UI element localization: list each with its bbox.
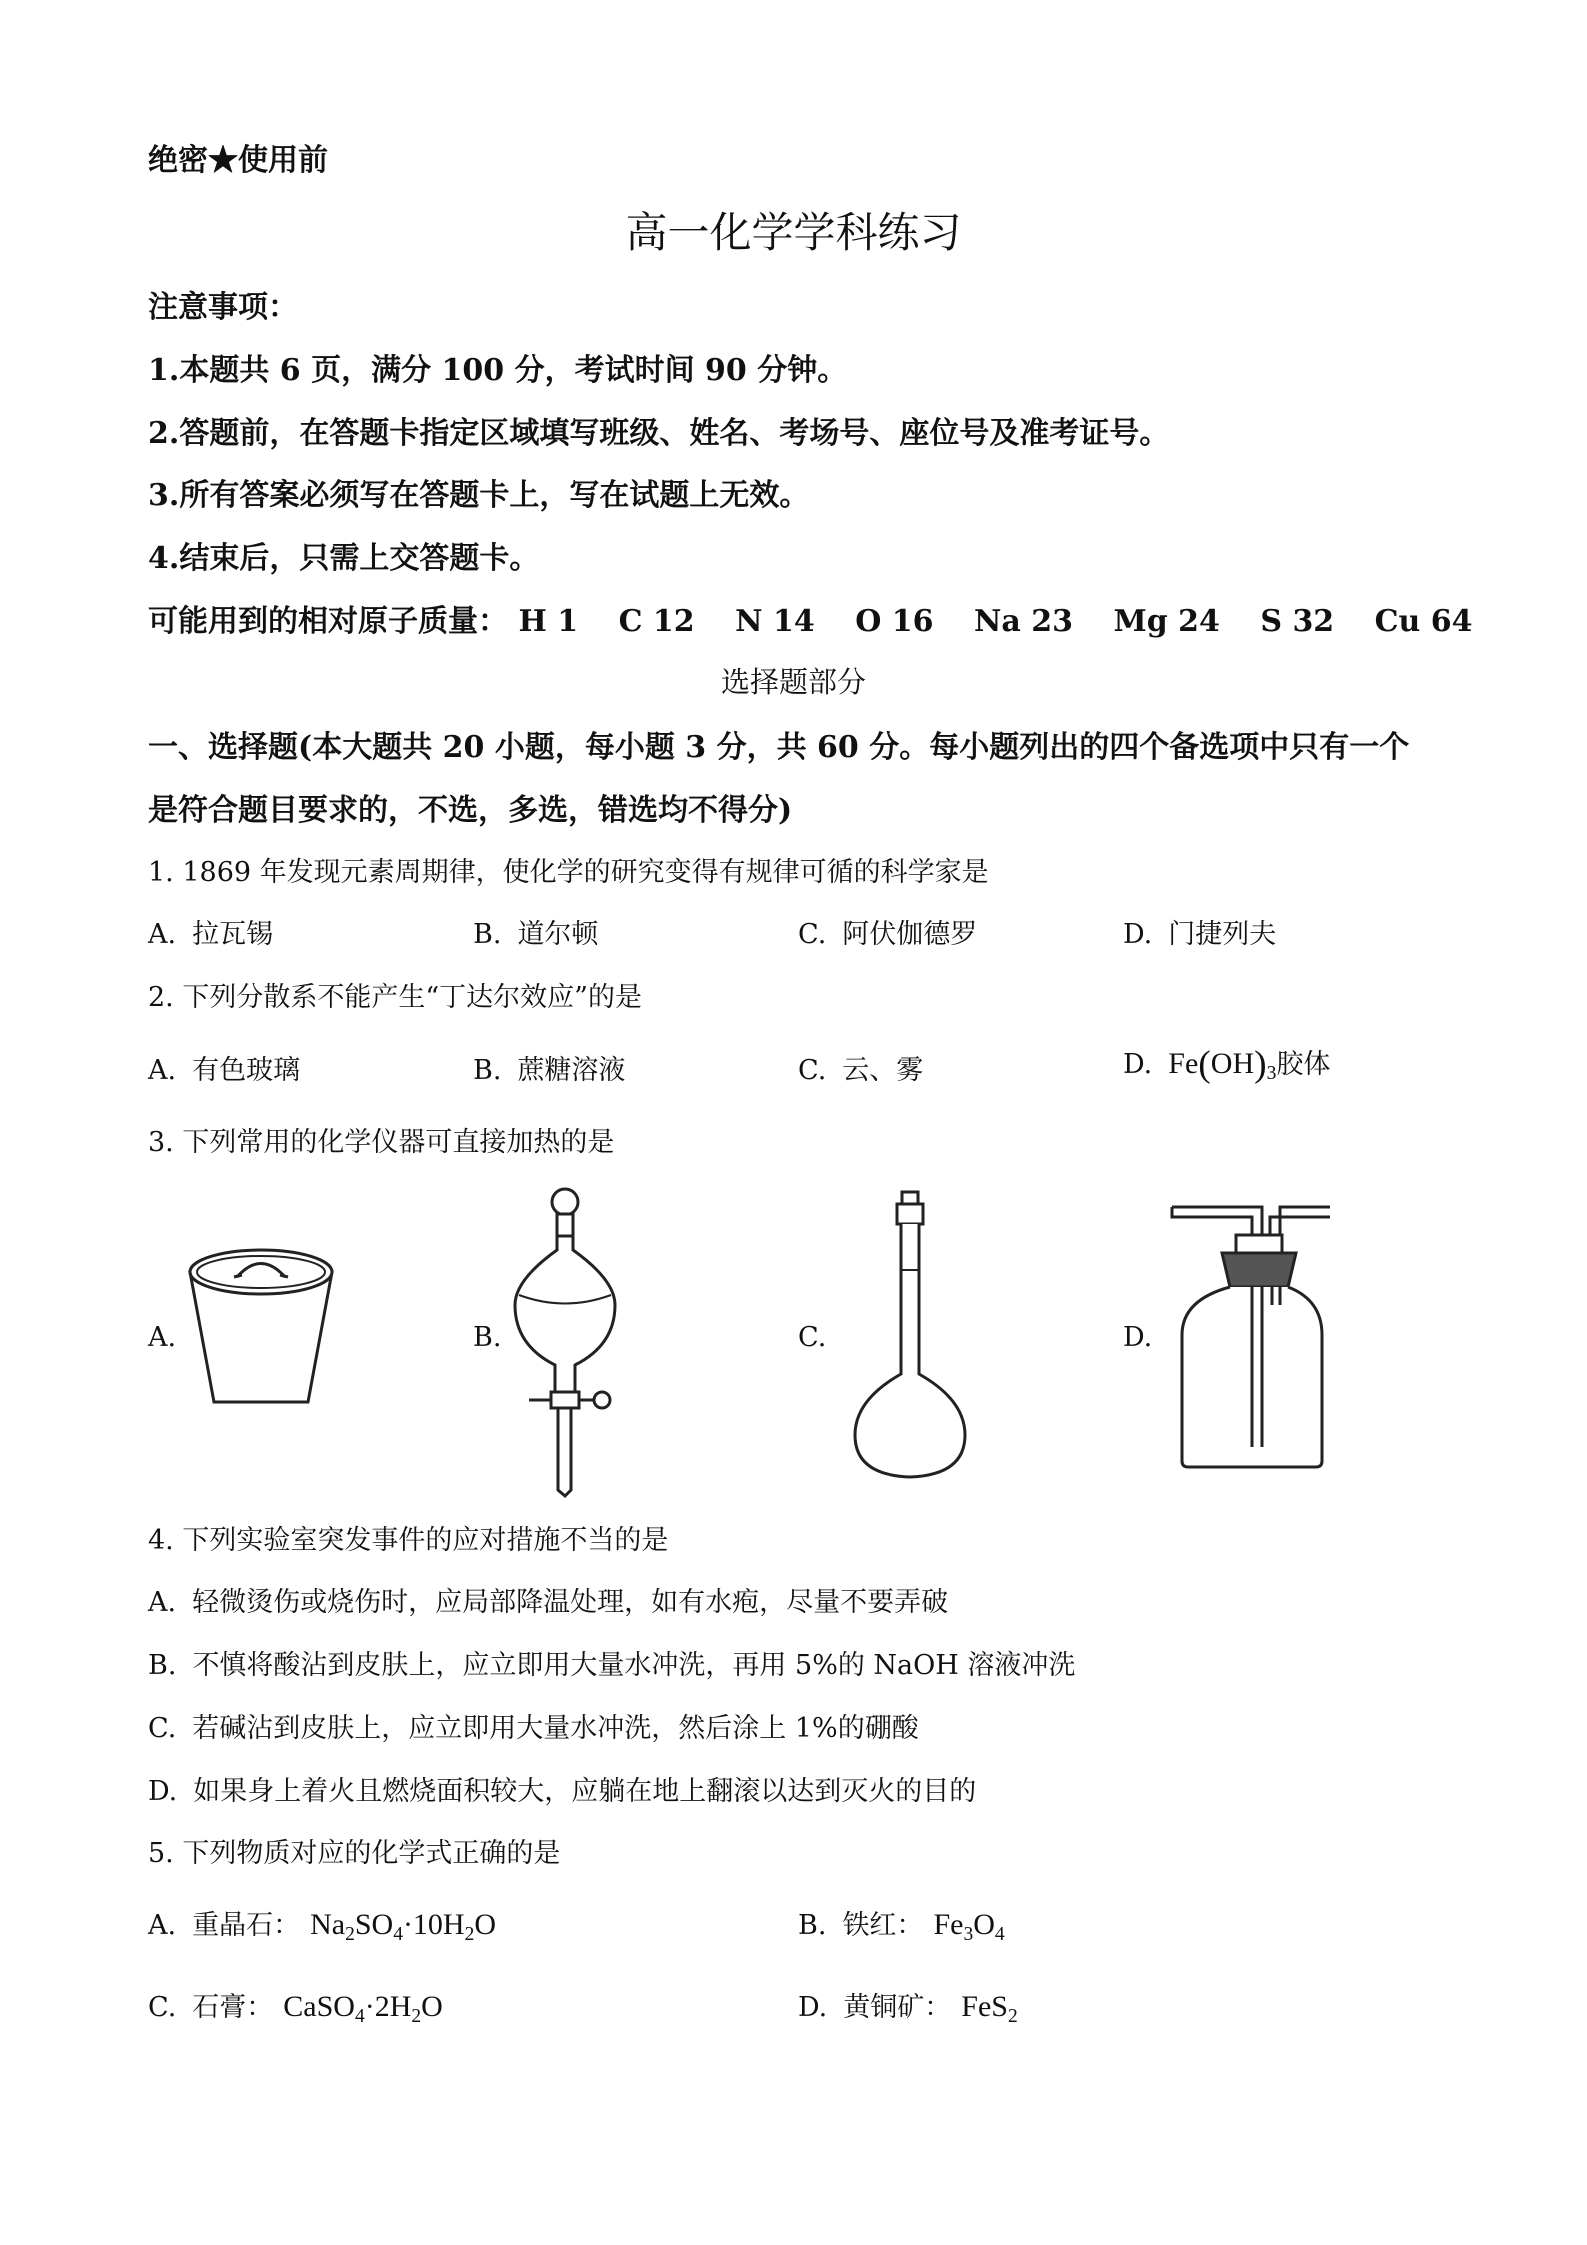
atomic-mass-mg: Mg 24 bbox=[1113, 604, 1220, 639]
iron-hydroxide-formula: $Fe(OH)_3$ bbox=[1168, 1044, 1277, 1085]
section-instruction: 是符合题目要求的，不选，多选，错选均不得分) bbox=[148, 793, 793, 828]
notice-item: 2.答题前，在答题卡指定区域填写班级、姓名、考场号、座位号及准考证号。 bbox=[148, 416, 1170, 451]
q3-option-a-letter: A. bbox=[148, 1322, 177, 1353]
separatory-funnel-icon bbox=[505, 1180, 625, 1504]
q1-option-d: D. 门捷列夫 bbox=[1123, 919, 1277, 950]
atomic-mass-row bbox=[148, 596, 1473, 640]
q4-option-b: B. 不慎将酸沾到皮肤上，应立即用大量水冲洗，再用 5%的 NaOH 溶液冲洗 bbox=[148, 1650, 1076, 1681]
q5-option-a: A. 重晶石： $Na_2SO_4\cdot 10H_2O$ bbox=[148, 1908, 497, 1945]
notice-item: 4.结束后，只需上交答题卡。 bbox=[148, 541, 540, 576]
q3-option-c-letter: C. bbox=[798, 1322, 827, 1353]
q4-option-d: D. 如果身上着火且燃烧面积较大，应躺在地上翻滚以达到灭火的目的 bbox=[148, 1776, 977, 1807]
atomic-mass-o: O 16 bbox=[855, 604, 934, 639]
q2-option-d: D. $Fe(OH)_3$胶体 bbox=[1123, 1044, 1331, 1085]
notice-heading: 注意事项： bbox=[148, 290, 298, 325]
question-stem: 3. 下列常用的化学仪器可直接加热的是 bbox=[148, 1127, 615, 1158]
atomic-mass-label: 可能用到的相对原子质量： bbox=[148, 604, 508, 639]
q1-option-b: B. 道尔顿 bbox=[473, 919, 599, 950]
atomic-mass-s: S 32 bbox=[1260, 604, 1335, 639]
q3-option-b-letter: B. bbox=[473, 1322, 502, 1353]
question-stem: 1. 1869 年发现元素周期律，使化学的研究变得有规律可循的科学家是 bbox=[148, 857, 989, 888]
q5-option-d: D. 黄铜矿： FeS$_2$ bbox=[798, 1990, 1018, 2027]
q1-option-c: C. 阿伏伽德罗 bbox=[798, 919, 978, 950]
q2-option-a: A. 有色玻璃 bbox=[148, 1055, 301, 1086]
q5-option-c: C. 石膏： $CaSO_4\cdot 2H_2O$ bbox=[148, 1990, 443, 2027]
question-stem: 4. 下列实验室突发事件的应对措施不当的是 bbox=[148, 1525, 669, 1556]
question-stem: 5. 下列物质对应的化学式正确的是 bbox=[148, 1838, 561, 1869]
section-title: 选择题部分 bbox=[720, 665, 866, 699]
atomic-mass-cu: Cu 64 bbox=[1374, 604, 1473, 639]
notice-item: 1.本题共 6 页，满分 100 分，考试时间 90 分钟。 bbox=[148, 353, 848, 388]
atomic-mass-na: Na 23 bbox=[973, 604, 1074, 639]
q2-option-c: C. 云、雾 bbox=[798, 1055, 924, 1086]
q4-option-a: A. 轻微烫伤或烧伤时，应局部降温处理，如有水疱，尽量不要弄破 bbox=[148, 1587, 949, 1618]
q5-option-b: B. 铁红： $Fe_3O_4$ bbox=[798, 1908, 1005, 1945]
atomic-mass-c: C 12 bbox=[618, 604, 695, 639]
barite-formula: $Na_2SO_4\cdot 10H_2O$ bbox=[310, 1908, 497, 1945]
gas-washing-bottle-icon bbox=[1170, 1205, 1340, 1479]
section-instruction: 一、选择题(本大题共 20 小题，每小题 3 分，共 60 分。每小题列出的四个备选项中只有一个 bbox=[148, 730, 1410, 765]
crucible-icon bbox=[182, 1232, 352, 1426]
notice-item: 3.所有答案必须写在答题卡上，写在试题上无效。 bbox=[148, 478, 810, 513]
q3-option-d-letter: D. bbox=[1123, 1322, 1153, 1353]
gypsum-formula: $CaSO_4\cdot 2H_2O$ bbox=[283, 1990, 443, 2027]
secret-label: 绝密★使用前 bbox=[148, 143, 328, 178]
q4-option-c: C. 若碱沾到皮肤上，应立即用大量水冲洗，然后涂上 1%的硼酸 bbox=[148, 1713, 919, 1744]
q1-option-a: A. 拉瓦锡 bbox=[148, 919, 274, 950]
q2-option-b: B. 蔗糖溶液 bbox=[473, 1055, 626, 1086]
page-title: 高一化学学科练习 bbox=[625, 208, 962, 257]
volumetric-flask-icon bbox=[845, 1190, 975, 1494]
atomic-mass-n: N 14 bbox=[735, 604, 815, 639]
chalcopyrite-formula: FeS$_2$ bbox=[961, 1990, 1018, 2027]
atomic-mass-h: H 1 bbox=[518, 604, 579, 639]
question-stem: 2. 下列分散系不能产生“丁达尔效应”的是 bbox=[148, 982, 642, 1013]
iron-red-formula: $Fe_3O_4$ bbox=[933, 1908, 1005, 1945]
